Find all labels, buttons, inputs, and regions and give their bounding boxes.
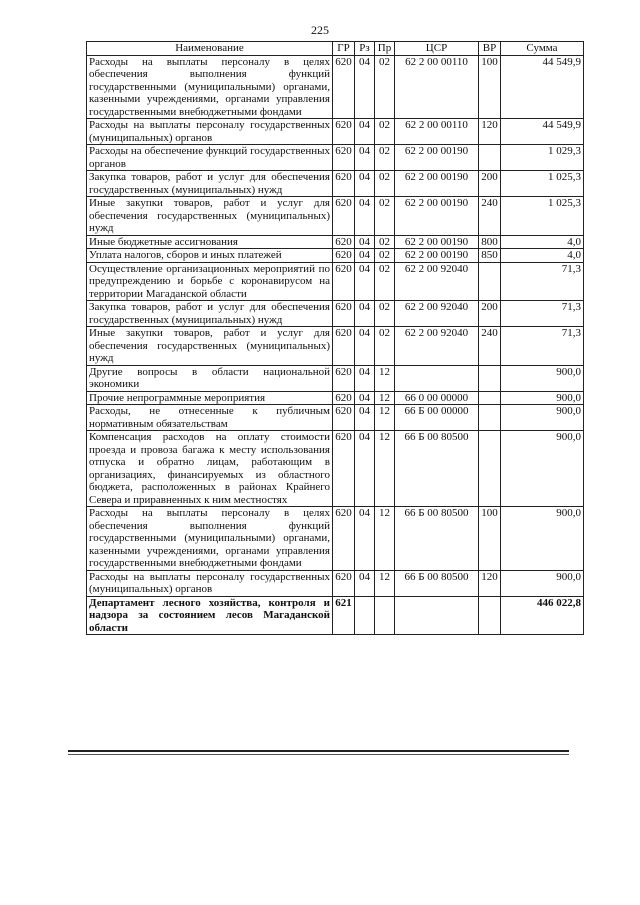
cell-rz: 04	[355, 327, 375, 366]
cell-gr: 620	[333, 570, 355, 596]
cell-vr: 850	[479, 249, 501, 263]
cell-csr	[395, 596, 479, 635]
cell-gr: 620	[333, 145, 355, 171]
table-row	[87, 327, 584, 366]
cell-pr: 12	[375, 365, 395, 391]
cell-pr: 02	[375, 55, 395, 119]
cell-pr: 02	[375, 171, 395, 197]
cell-rz: 04	[355, 391, 375, 405]
cell-pr	[375, 596, 395, 635]
cell-vr	[479, 262, 501, 301]
table-row	[87, 197, 584, 236]
cell-rz: 04	[355, 55, 375, 119]
cell-gr: 620	[333, 235, 355, 249]
cell-gr: 620	[333, 301, 355, 327]
cell-rz: 04	[355, 507, 375, 571]
cell-gr: 620	[333, 249, 355, 263]
cell-sum: 44 549,9	[501, 119, 584, 145]
cell-sum: 71,3	[501, 301, 584, 327]
table-row	[87, 171, 584, 197]
cell-sum: 900,0	[501, 365, 584, 391]
table-row	[87, 507, 584, 571]
cell-name: Департамент лесного хозяйства, контроля и надзора за состоянием лесов Магаданской области	[87, 596, 333, 635]
cell-pr: 12	[375, 405, 395, 431]
col-header-vr: ВР	[479, 42, 501, 56]
cell-csr: 62 2 00 00110	[395, 55, 479, 119]
cell-csr: 62 2 00 92040	[395, 327, 479, 366]
cell-rz: 04	[355, 145, 375, 171]
cell-name: Прочие непрограммные мероприятия	[87, 391, 333, 405]
table-row	[87, 570, 584, 596]
cell-sum: 900,0	[501, 391, 584, 405]
cell-csr: 62 2 00 00190	[395, 171, 479, 197]
bottom-rule-thin	[68, 754, 569, 755]
cell-pr: 02	[375, 301, 395, 327]
page-number: 225	[311, 23, 329, 37]
cell-name: Закупка товаров, работ и услуг для обеспечения государственных (муниципальных) нужд	[87, 301, 333, 327]
cell-vr: 120	[479, 119, 501, 145]
cell-vr	[479, 365, 501, 391]
cell-vr	[479, 391, 501, 405]
cell-sum: 900,0	[501, 570, 584, 596]
cell-name: Другие вопросы в области национальной экономики	[87, 365, 333, 391]
cell-csr: 62 2 00 00190	[395, 197, 479, 236]
cell-pr: 02	[375, 235, 395, 249]
table-body	[87, 55, 584, 635]
table-row	[87, 596, 584, 635]
col-header-name: Наименование	[87, 42, 333, 56]
cell-sum: 900,0	[501, 405, 584, 431]
cell-csr: 66 Б 00 80500	[395, 431, 479, 507]
cell-sum: 900,0	[501, 507, 584, 571]
cell-gr: 620	[333, 262, 355, 301]
cell-csr: 62 2 00 00190	[395, 145, 479, 171]
cell-gr: 621	[333, 596, 355, 635]
cell-sum: 1 025,3	[501, 197, 584, 236]
cell-vr	[479, 431, 501, 507]
cell-gr: 620	[333, 327, 355, 366]
cell-vr: 100	[479, 507, 501, 571]
cell-pr: 02	[375, 327, 395, 366]
cell-csr: 62 2 00 00190	[395, 235, 479, 249]
cell-csr: 66 Б 00 00000	[395, 405, 479, 431]
cell-vr: 120	[479, 570, 501, 596]
cell-sum: 1 029,3	[501, 145, 584, 171]
cell-csr: 62 2 00 00110	[395, 119, 479, 145]
table-row	[87, 301, 584, 327]
cell-pr: 12	[375, 431, 395, 507]
cell-gr: 620	[333, 365, 355, 391]
cell-vr: 240	[479, 327, 501, 366]
cell-rz: 04	[355, 235, 375, 249]
table-row	[87, 119, 584, 145]
cell-csr: 66 0 00 00000	[395, 391, 479, 405]
table-row	[87, 145, 584, 171]
cell-rz: 04	[355, 365, 375, 391]
cell-pr: 12	[375, 391, 395, 405]
table-row	[87, 365, 584, 391]
cell-rz: 04	[355, 431, 375, 507]
cell-name: Иные бюджетные ассигнования	[87, 235, 333, 249]
cell-gr: 620	[333, 171, 355, 197]
cell-gr: 620	[333, 119, 355, 145]
cell-vr	[479, 596, 501, 635]
cell-vr: 200	[479, 301, 501, 327]
cell-rz: 04	[355, 197, 375, 236]
cell-pr: 12	[375, 507, 395, 571]
cell-name: Расходы на обеспечение функций государственных органов	[87, 145, 333, 171]
cell-rz: 04	[355, 171, 375, 197]
table-row	[87, 249, 584, 263]
cell-gr: 620	[333, 431, 355, 507]
cell-gr: 620	[333, 197, 355, 236]
cell-gr: 620	[333, 391, 355, 405]
cell-sum: 900,0	[501, 431, 584, 507]
bottom-rule	[68, 750, 569, 752]
cell-rz: 04	[355, 405, 375, 431]
cell-pr: 02	[375, 119, 395, 145]
cell-name: Расходы на выплаты персоналу государственных (муниципальных) органов	[87, 119, 333, 145]
cell-rz: 04	[355, 570, 375, 596]
cell-name: Расходы, не отнесенные к публичным нормативным обязательствам	[87, 405, 333, 431]
cell-name: Расходы на выплаты персоналу в целях обеспечения выполнения функций государственными (муниципальными) органами, казенными учреждениями, органами управления государственными внебюджетными фондами	[87, 507, 333, 571]
cell-vr: 200	[479, 171, 501, 197]
cell-sum: 4,0	[501, 249, 584, 263]
budget-table	[86, 41, 584, 635]
cell-gr: 620	[333, 55, 355, 119]
cell-rz: 04	[355, 301, 375, 327]
cell-pr: 02	[375, 262, 395, 301]
cell-name: Компенсация расходов на оплату стоимости проезда и провоза багажа к месту использования отпуска и обратно лицам, работающим в организациях, финансируемых из областного бюджета, расположенных в районах Крайнего Севера и приравненных к ним местностях	[87, 431, 333, 507]
col-header-gr: ГР	[333, 42, 355, 56]
col-header-pr: Пр	[375, 42, 395, 56]
cell-name: Закупка товаров, работ и услуг для обеспечения государственных (муниципальных) нужд	[87, 171, 333, 197]
cell-csr	[395, 365, 479, 391]
cell-sum: 71,3	[501, 327, 584, 366]
cell-vr	[479, 405, 501, 431]
cell-name: Осуществление организационных мероприятий по предупреждению и борьбе с коронавирусом на территории Магаданской области	[87, 262, 333, 301]
cell-rz	[355, 596, 375, 635]
table-row	[87, 431, 584, 507]
cell-vr: 800	[479, 235, 501, 249]
cell-name: Иные закупки товаров, работ и услуг для обеспечения государственных (муниципальных) нужд	[87, 197, 333, 236]
cell-sum: 44 549,9	[501, 55, 584, 119]
cell-csr: 62 2 00 92040	[395, 262, 479, 301]
cell-name: Расходы на выплаты персоналу в целях обеспечения выполнения функций государственными (муниципальными) органами, казенными учреждениями, органами управления государственными внебюджетными фондами	[87, 55, 333, 119]
cell-sum: 446 022,8	[501, 596, 584, 635]
col-header-rz: Рз	[355, 42, 375, 56]
cell-pr: 12	[375, 570, 395, 596]
cell-csr: 66 Б 00 80500	[395, 570, 479, 596]
table-row	[87, 262, 584, 301]
cell-vr: 100	[479, 55, 501, 119]
cell-gr: 620	[333, 405, 355, 431]
table-row	[87, 55, 584, 119]
table-header-row	[87, 42, 584, 56]
cell-gr: 620	[333, 507, 355, 571]
cell-rz: 04	[355, 262, 375, 301]
cell-vr	[479, 145, 501, 171]
cell-rz: 04	[355, 119, 375, 145]
cell-sum: 1 025,3	[501, 171, 584, 197]
table-row	[87, 235, 584, 249]
col-header-sum: Сумма	[501, 42, 584, 56]
table-row	[87, 391, 584, 405]
cell-sum: 4,0	[501, 235, 584, 249]
cell-name: Расходы на выплаты персоналу государственных (муниципальных) органов	[87, 570, 333, 596]
cell-name: Иные закупки товаров, работ и услуг для обеспечения государственных (муниципальных) нужд	[87, 327, 333, 366]
cell-name: Уплата налогов, сборов и иных платежей	[87, 249, 333, 263]
cell-vr: 240	[479, 197, 501, 236]
col-header-csr: ЦСР	[395, 42, 479, 56]
cell-csr: 62 2 00 00190	[395, 249, 479, 263]
cell-csr: 62 2 00 92040	[395, 301, 479, 327]
cell-rz: 04	[355, 249, 375, 263]
cell-csr: 66 Б 00 80500	[395, 507, 479, 571]
cell-sum: 71,3	[501, 262, 584, 301]
table-row	[87, 405, 584, 431]
cell-pr: 02	[375, 197, 395, 236]
cell-pr: 02	[375, 145, 395, 171]
cell-pr: 02	[375, 249, 395, 263]
